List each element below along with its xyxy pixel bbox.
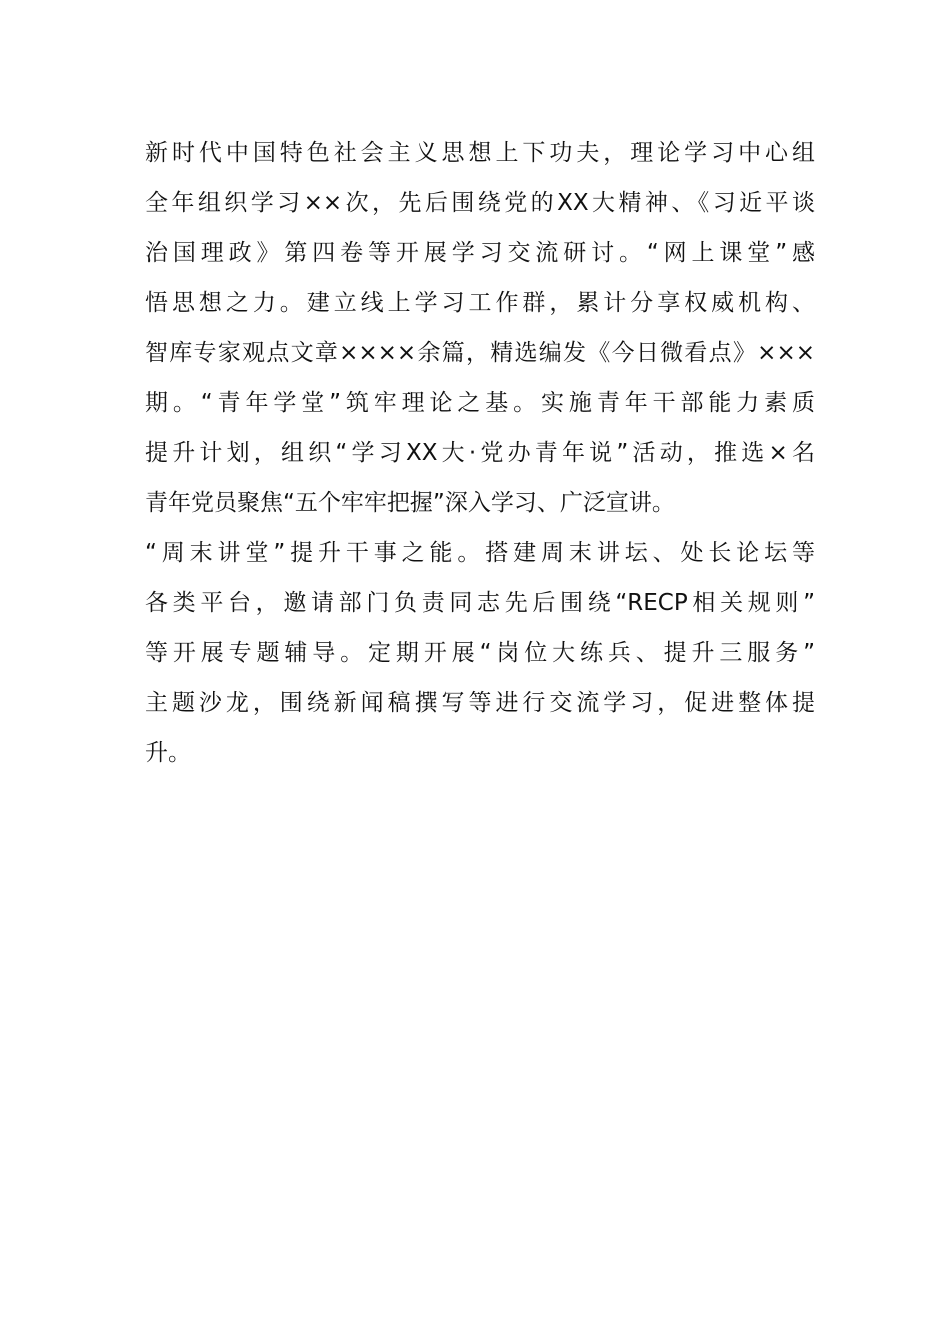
body-paragraph xyxy=(145,128,815,778)
text-line-6: 期。“青年学堂”筑牢理论之基。实施青年干部能力素质 xyxy=(145,390,815,416)
text-line-11: 等开展专题辅导。定期开展“岗位大练兵、提升三服务” xyxy=(145,640,815,666)
text-line-8: 青年党员聚焦“五个牢牢把握”深入学习、广泛宣讲。 xyxy=(145,490,675,516)
text-line-3: 治国理政》第四卷等开展学习交流研讨。“网上课堂”感 xyxy=(145,240,815,266)
text-line-9: “周末讲堂”提升干事之能。搭建周末讲坛、处长论坛等 xyxy=(145,540,815,566)
text-line-13: 升。 xyxy=(145,740,191,766)
text-line-4: 悟思想之力。建立线上学习工作群，累计分享权威机构、 xyxy=(145,290,815,316)
text-line-1: 新时代中国特色社会主义思想上下功夫，理论学习中心组 xyxy=(145,140,815,166)
text-line-12: 主题沙龙，围绕新闻稿撰写等进行交流学习，促进整体提 xyxy=(145,690,815,716)
text-line-5: 智库专家观点文章××××余篇，精选编发《今日微看点》××× xyxy=(145,340,815,366)
text-line-7: 提升计划，组织“学习XX大·党办青年说”活动，推选×名 xyxy=(145,440,815,466)
text-line-10: 各类平台，邀请部门负责同志先后围绕“RECP相关规则” xyxy=(145,590,815,616)
text-line-2: 全年组织学习××次，先后围绕党的XX大精神、《习近平谈 xyxy=(145,190,815,216)
